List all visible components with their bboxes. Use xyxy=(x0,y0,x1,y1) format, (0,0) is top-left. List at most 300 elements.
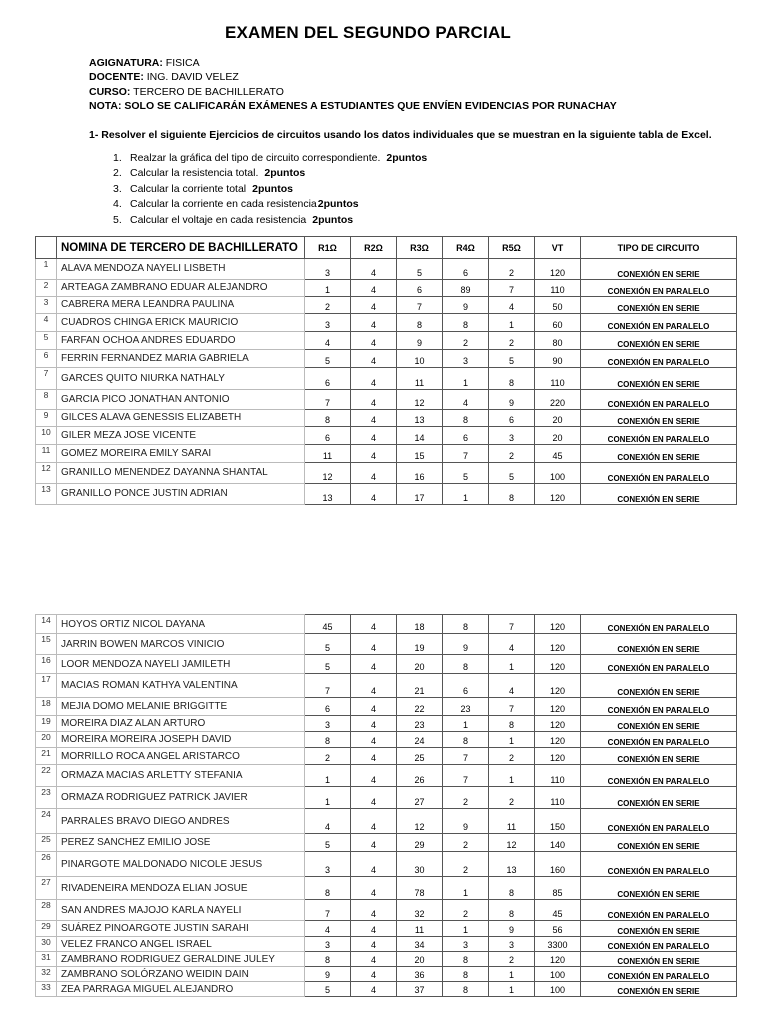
vt-value: 120 xyxy=(535,259,581,280)
r3-value: 9 xyxy=(397,331,443,349)
table-row xyxy=(36,367,737,389)
circuit-type: CONEXIÓN EN SERIE xyxy=(581,877,737,900)
r1-value: 3 xyxy=(305,716,351,732)
r2-value: 4 xyxy=(351,279,397,297)
task-item: 3. Calcular la corriente total 2puntos xyxy=(113,182,293,195)
row-number: 16 xyxy=(36,655,57,674)
vt-value: 150 xyxy=(535,809,581,834)
r5-value: 2 xyxy=(489,331,535,349)
r5-value: 9 xyxy=(489,921,535,937)
r1-value: 3 xyxy=(305,852,351,877)
vt-value: 120 xyxy=(535,952,581,967)
student-name: LOOR MENDOZA NAYELI JAMILETH xyxy=(57,655,305,674)
table-row xyxy=(36,937,737,952)
course-info xyxy=(89,56,617,113)
circuit-type: CONEXIÓN EN PARALELO xyxy=(581,900,737,921)
student-name: PARRALES BRAVO DIEGO ANDRES xyxy=(57,809,305,834)
r3-value: 20 xyxy=(397,952,443,967)
r1-value: 5 xyxy=(305,834,351,852)
student-name: PINARGOTE MALDONADO NICOLE JESUS xyxy=(57,852,305,877)
r1-value: 9 xyxy=(305,967,351,982)
r4-value: 7 xyxy=(443,445,489,463)
r2-value: 4 xyxy=(351,900,397,921)
r2-value: 4 xyxy=(351,445,397,463)
student-name: ORMAZA MACIAS ARLETTY STEFANIA xyxy=(57,765,305,787)
subject-line xyxy=(89,56,617,70)
student-name: VELEZ FRANCO ANGEL ISRAEL xyxy=(57,937,305,952)
student-name: FERRIN FERNANDEZ MARIA GABRIELA xyxy=(57,349,305,367)
row-number: 10 xyxy=(36,426,57,445)
r2-value: 4 xyxy=(351,748,397,765)
r1-value: 13 xyxy=(305,483,351,504)
r1-value: 8 xyxy=(305,732,351,748)
row-number: 30 xyxy=(36,937,57,952)
circuit-type: CONEXIÓN EN SERIE xyxy=(581,367,737,389)
header-name: NOMINA DE TERCERO DE BACHILLERATO xyxy=(57,237,305,259)
row-number: 25 xyxy=(36,834,57,852)
student-name: ZAMBRANO SOLÓRZANO WEIDIN DAIN xyxy=(57,967,305,982)
r2-value: 4 xyxy=(351,732,397,748)
student-name: ALAVA MENDOZA NAYELI LISBETH xyxy=(57,259,305,280)
student-name: ZEA PARRAGA MIGUEL ALEJANDRO xyxy=(57,982,305,997)
r5-value: 2 xyxy=(489,952,535,967)
r1-value: 5 xyxy=(305,655,351,674)
circuit-type: CONEXIÓN EN PARALELO xyxy=(581,462,737,483)
vt-value: 20 xyxy=(535,426,581,445)
r4-value: 2 xyxy=(443,331,489,349)
r2-value: 4 xyxy=(351,615,397,634)
header-vt-value: VT xyxy=(535,237,581,259)
r2-value: 4 xyxy=(351,982,397,997)
vt-value: 120 xyxy=(535,483,581,504)
r1-value: 1 xyxy=(305,279,351,297)
r4-value: 8 xyxy=(443,982,489,997)
circuit-type: CONEXIÓN EN SERIE xyxy=(581,674,737,698)
r1-value: 5 xyxy=(305,634,351,655)
student-name: CABRERA MERA LEANDRA PAULINA xyxy=(57,297,305,314)
table-row xyxy=(36,445,737,463)
row-number: 5 xyxy=(36,331,57,349)
r1-value: 1 xyxy=(305,765,351,787)
r1-value: 6 xyxy=(305,426,351,445)
course-line xyxy=(89,85,617,99)
student-name: MORRILLO ROCA ANGEL ARISTARCO xyxy=(57,748,305,765)
circuit-type: CONEXIÓN EN PARALELO xyxy=(581,967,737,982)
circuit-type: CONEXIÓN EN SERIE xyxy=(581,483,737,504)
table-row xyxy=(36,809,737,834)
r3-value: 23 xyxy=(397,716,443,732)
table-row xyxy=(36,349,737,367)
r2-value: 4 xyxy=(351,462,397,483)
student-name: FARFAN OCHOA ANDRES EDUARDO xyxy=(57,331,305,349)
course-value: TERCERO DE BACHILLERATO xyxy=(130,85,284,98)
row-number: 21 xyxy=(36,748,57,765)
r2-value: 4 xyxy=(351,698,397,716)
r5-value: 7 xyxy=(489,279,535,297)
student-name: JARRIN BOWEN MARCOS VINICIO xyxy=(57,634,305,655)
vt-value: 110 xyxy=(535,765,581,787)
r2-value: 4 xyxy=(351,967,397,982)
table-row xyxy=(36,615,737,634)
circuit-type: CONEXIÓN EN SERIE xyxy=(581,834,737,852)
circuit-type: CONEXIÓN EN SERIE xyxy=(581,331,737,349)
circuit-type: CONEXIÓN EN PARALELO xyxy=(581,698,737,716)
r1-value: 7 xyxy=(305,674,351,698)
vt-value: 100 xyxy=(535,462,581,483)
r1-value: 3 xyxy=(305,937,351,952)
r5-value: 13 xyxy=(489,852,535,877)
r4-value: 9 xyxy=(443,809,489,834)
student-name: GARCES QUITO NIURKA NATHALY xyxy=(57,367,305,389)
table-row xyxy=(36,982,737,997)
student-name: GRANILLO MENENDEZ DAYANNA SHANTAL xyxy=(57,462,305,483)
student-name: GOMEZ MOREIRA EMILY SARAI xyxy=(57,445,305,463)
r5-value: 8 xyxy=(489,483,535,504)
r5-value: 8 xyxy=(489,716,535,732)
r2-value: 4 xyxy=(351,259,397,280)
table-row xyxy=(36,279,737,297)
table-row xyxy=(36,389,737,409)
table-row xyxy=(36,732,737,748)
vt-value: 110 xyxy=(535,279,581,297)
course-label: CURSO: xyxy=(89,85,131,98)
r4-value: 8 xyxy=(443,615,489,634)
vt-value: 110 xyxy=(535,787,581,809)
row-number: 19 xyxy=(36,716,57,732)
circuit-type: CONEXIÓN EN PARALELO xyxy=(581,655,737,674)
table-row xyxy=(36,698,737,716)
vt-value: 160 xyxy=(535,852,581,877)
vt-value: 85 xyxy=(535,877,581,900)
r1-value: 3 xyxy=(305,313,351,331)
row-number: 11 xyxy=(36,445,57,463)
task-item: 2. Calcular la resistencia total. 2puntos xyxy=(113,167,306,180)
r4-value: 23 xyxy=(443,698,489,716)
r5-value: 8 xyxy=(489,877,535,900)
circuit-type: CONEXIÓN EN PARALELO xyxy=(581,279,737,297)
vt-value: 60 xyxy=(535,313,581,331)
r3-value: 14 xyxy=(397,426,443,445)
vt-value: 45 xyxy=(535,900,581,921)
r5-value: 1 xyxy=(489,313,535,331)
table-row xyxy=(36,900,737,921)
r5-value: 3 xyxy=(489,426,535,445)
student-name: PEREZ SANCHEZ EMILIO JOSE xyxy=(57,834,305,852)
r1-value: 8 xyxy=(305,409,351,426)
vt-value: 20 xyxy=(535,409,581,426)
row-number: 20 xyxy=(36,732,57,748)
circuit-type: CONEXIÓN EN PARALELO xyxy=(581,732,737,748)
r3-value: 36 xyxy=(397,967,443,982)
r3-value: 27 xyxy=(397,787,443,809)
r5-value: 12 xyxy=(489,834,535,852)
row-number: 4 xyxy=(36,313,57,331)
r2-value: 4 xyxy=(351,331,397,349)
r1-value: 1 xyxy=(305,787,351,809)
task-item: 5. Calcular el voltaje en cada resistencia 2puntos xyxy=(113,213,354,226)
circuit-type: CONEXIÓN EN SERIE xyxy=(581,716,737,732)
vt-value: 120 xyxy=(535,674,581,698)
row-number: 27 xyxy=(36,877,57,900)
student-name: GARCIA PICO JONATHAN ANTONIO xyxy=(57,389,305,409)
r2-value: 4 xyxy=(351,765,397,787)
r3-value: 37 xyxy=(397,982,443,997)
circuit-type: CONEXIÓN EN SERIE xyxy=(581,952,737,967)
row-number: 13 xyxy=(36,483,57,504)
r3-value: 29 xyxy=(397,834,443,852)
r1-value: 45 xyxy=(305,615,351,634)
vt-value: 80 xyxy=(535,331,581,349)
circuit-type: CONEXIÓN EN PARALELO xyxy=(581,313,737,331)
r4-value: 1 xyxy=(443,367,489,389)
vt-value: 90 xyxy=(535,349,581,367)
r3-value: 17 xyxy=(397,483,443,504)
r3-value: 11 xyxy=(397,367,443,389)
r5-value: 2 xyxy=(489,787,535,809)
note-value: SOLO SE CALIFICARÁN EXÁMENES A ESTUDIANTES QUE ENVÍEN EVIDENCIAS POR RUNACHAY xyxy=(121,99,617,112)
r4-value: 8 xyxy=(443,952,489,967)
circuit-type: CONEXIÓN EN PARALELO xyxy=(581,615,737,634)
student-table-part-1 xyxy=(35,236,737,505)
row-number: 24 xyxy=(36,809,57,834)
r4-value: 3 xyxy=(443,937,489,952)
header-r4-value: R4Ω xyxy=(443,237,489,259)
table-row xyxy=(36,674,737,698)
r4-value: 1 xyxy=(443,716,489,732)
student-name: MACIAS ROMAN KATHYA VALENTINA xyxy=(57,674,305,698)
r3-value: 12 xyxy=(397,389,443,409)
table-row xyxy=(36,877,737,900)
r5-value: 6 xyxy=(489,409,535,426)
r4-value: 1 xyxy=(443,877,489,900)
r4-value: 6 xyxy=(443,674,489,698)
student-name: GRANILLO PONCE JUSTIN ADRIAN xyxy=(57,483,305,504)
row-number: 28 xyxy=(36,900,57,921)
student-name: ZAMBRANO RODRIGUEZ GERALDINE JULEY xyxy=(57,952,305,967)
table-row xyxy=(36,952,737,967)
table-row xyxy=(36,331,737,349)
circuit-type: CONEXIÓN EN SERIE xyxy=(581,634,737,655)
r5-value: 1 xyxy=(489,967,535,982)
r1-value: 4 xyxy=(305,331,351,349)
vt-value: 120 xyxy=(535,615,581,634)
vt-value: 56 xyxy=(535,921,581,937)
circuit-type: CONEXIÓN EN SERIE xyxy=(581,259,737,280)
table-row xyxy=(36,787,737,809)
teacher-value: ING. DAVID VELEZ xyxy=(143,71,239,84)
student-name: RIVADENEIRA MENDOZA ELIAN JOSUE xyxy=(57,877,305,900)
r1-value: 2 xyxy=(305,297,351,314)
r3-value: 32 xyxy=(397,900,443,921)
vt-value: 120 xyxy=(535,732,581,748)
r3-value: 25 xyxy=(397,748,443,765)
r3-value: 16 xyxy=(397,462,443,483)
r1-value: 3 xyxy=(305,259,351,280)
table-row xyxy=(36,259,737,280)
r5-value: 2 xyxy=(489,748,535,765)
student-name: ORMAZA RODRIGUEZ PATRICK JAVIER xyxy=(57,787,305,809)
r2-value: 4 xyxy=(351,877,397,900)
r2-value: 4 xyxy=(351,937,397,952)
r2-value: 4 xyxy=(351,716,397,732)
r1-value: 7 xyxy=(305,900,351,921)
r3-value: 20 xyxy=(397,655,443,674)
table-row xyxy=(36,834,737,852)
student-name: ARTEAGA ZAMBRANO EDUAR ALEJANDRO xyxy=(57,279,305,297)
r5-value: 1 xyxy=(489,732,535,748)
r4-value: 8 xyxy=(443,313,489,331)
row-number: 17 xyxy=(36,674,57,698)
teacher-line xyxy=(89,70,617,84)
circuit-type: CONEXIÓN EN PARALELO xyxy=(581,937,737,952)
student-name: MOREIRA DIAZ ALAN ARTURO xyxy=(57,716,305,732)
circuit-type: CONEXIÓN EN PARALELO xyxy=(581,349,737,367)
circuit-type: CONEXIÓN EN PARALELO xyxy=(581,426,737,445)
student-name: MOREIRA MOREIRA JOSEPH DAVID xyxy=(57,732,305,748)
r3-value: 13 xyxy=(397,409,443,426)
circuit-type: CONEXIÓN EN SERIE xyxy=(581,787,737,809)
r4-value: 9 xyxy=(443,634,489,655)
r5-value: 8 xyxy=(489,900,535,921)
table-row xyxy=(36,483,737,504)
r3-value: 78 xyxy=(397,877,443,900)
r3-value: 24 xyxy=(397,732,443,748)
r2-value: 4 xyxy=(351,426,397,445)
r4-value: 89 xyxy=(443,279,489,297)
r4-value: 8 xyxy=(443,655,489,674)
row-number: 1 xyxy=(36,259,57,280)
vt-value: 100 xyxy=(535,982,581,997)
r1-value: 8 xyxy=(305,952,351,967)
header-r2-value: R2Ω xyxy=(351,237,397,259)
row-number: 9 xyxy=(36,409,57,426)
student-name: HOYOS ORTIZ NICOL DAYANA xyxy=(57,615,305,634)
r5-value: 1 xyxy=(489,765,535,787)
r5-value: 8 xyxy=(489,367,535,389)
r5-value: 5 xyxy=(489,349,535,367)
r1-value: 7 xyxy=(305,389,351,409)
circuit-type: CONEXIÓN EN SERIE xyxy=(581,982,737,997)
r1-value: 5 xyxy=(305,349,351,367)
row-number: 12 xyxy=(36,462,57,483)
r4-value: 2 xyxy=(443,787,489,809)
document-title: EXAMEN DEL SEGUNDO PARCIAL xyxy=(224,23,512,42)
r1-value: 5 xyxy=(305,982,351,997)
r2-value: 4 xyxy=(351,483,397,504)
r5-value: 7 xyxy=(489,698,535,716)
r3-value: 11 xyxy=(397,921,443,937)
circuit-type: CONEXIÓN EN PARALELO xyxy=(581,765,737,787)
r3-value: 26 xyxy=(397,765,443,787)
vt-value: 50 xyxy=(535,297,581,314)
table-row xyxy=(36,634,737,655)
note-line xyxy=(89,99,617,113)
vt-value: 110 xyxy=(535,367,581,389)
table-row xyxy=(36,426,737,445)
r4-value: 7 xyxy=(443,748,489,765)
header-r1-value: R1Ω xyxy=(305,237,351,259)
circuit-type: CONEXIÓN EN SERIE xyxy=(581,297,737,314)
row-number: 23 xyxy=(36,787,57,809)
r4-value: 2 xyxy=(443,852,489,877)
r2-value: 4 xyxy=(351,787,397,809)
r5-value: 5 xyxy=(489,462,535,483)
r4-value: 8 xyxy=(443,409,489,426)
header-r3-value: R3Ω xyxy=(397,237,443,259)
header-r5-value: R5Ω xyxy=(489,237,535,259)
vt-value: 100 xyxy=(535,967,581,982)
r2-value: 4 xyxy=(351,852,397,877)
r4-value: 7 xyxy=(443,765,489,787)
r2-value: 4 xyxy=(351,349,397,367)
r1-value: 4 xyxy=(305,921,351,937)
circuit-type: CONEXIÓN EN PARALELO xyxy=(581,852,737,877)
row-number: 8 xyxy=(36,389,57,409)
r5-value: 3 xyxy=(489,937,535,952)
student-name: SAN ANDRES MAJOJO KARLA NAYELI xyxy=(57,900,305,921)
table-row xyxy=(36,765,737,787)
header-blank xyxy=(36,237,57,259)
task-item: 1. Realzar la gráfica del tipo de circuito correspondiente. 2puntos xyxy=(113,152,428,164)
r3-value: 6 xyxy=(397,279,443,297)
row-number: 29 xyxy=(36,921,57,937)
r4-value: 6 xyxy=(443,426,489,445)
r5-value: 4 xyxy=(489,297,535,314)
row-number: 14 xyxy=(36,615,57,634)
r5-value: 9 xyxy=(489,389,535,409)
r4-value: 9 xyxy=(443,297,489,314)
r3-value: 12 xyxy=(397,809,443,834)
r3-value: 10 xyxy=(397,349,443,367)
note-label: NOTA: xyxy=(89,99,122,112)
row-number: 2 xyxy=(36,279,57,297)
r4-value: 5 xyxy=(443,462,489,483)
vt-value: 120 xyxy=(535,634,581,655)
r5-value: 7 xyxy=(489,615,535,634)
vt-value: 140 xyxy=(535,834,581,852)
row-number: 26 xyxy=(36,852,57,877)
r3-value: 21 xyxy=(397,674,443,698)
circuit-type: CONEXIÓN EN SERIE xyxy=(581,748,737,765)
student-name: GILER MEZA JOSE VICENTE xyxy=(57,426,305,445)
header-circuit-type: TIPO DE CIRCUITO xyxy=(581,237,737,259)
r4-value: 2 xyxy=(443,834,489,852)
circuit-type: CONEXIÓN EN PARALELO xyxy=(581,389,737,409)
r5-value: 1 xyxy=(489,982,535,997)
r2-value: 4 xyxy=(351,313,397,331)
row-number: 7 xyxy=(36,367,57,389)
r2-value: 4 xyxy=(351,297,397,314)
r3-value: 22 xyxy=(397,698,443,716)
r1-value: 4 xyxy=(305,809,351,834)
row-number: 33 xyxy=(36,982,57,997)
r3-value: 5 xyxy=(397,259,443,280)
r4-value: 3 xyxy=(443,349,489,367)
circuit-type: CONEXIÓN EN SERIE xyxy=(581,409,737,426)
r5-value: 11 xyxy=(489,809,535,834)
r1-value: 8 xyxy=(305,877,351,900)
table-row xyxy=(36,655,737,674)
student-table-part-2 xyxy=(35,614,737,997)
r4-value: 2 xyxy=(443,900,489,921)
table-row xyxy=(36,313,737,331)
r1-value: 6 xyxy=(305,367,351,389)
r2-value: 4 xyxy=(351,674,397,698)
subject-label: AGIGNATURA: xyxy=(89,57,163,69)
r5-value: 4 xyxy=(489,634,535,655)
r5-value: 4 xyxy=(489,674,535,698)
student-name: GILCES ALAVA GENESSIS ELIZABETH xyxy=(57,409,305,426)
